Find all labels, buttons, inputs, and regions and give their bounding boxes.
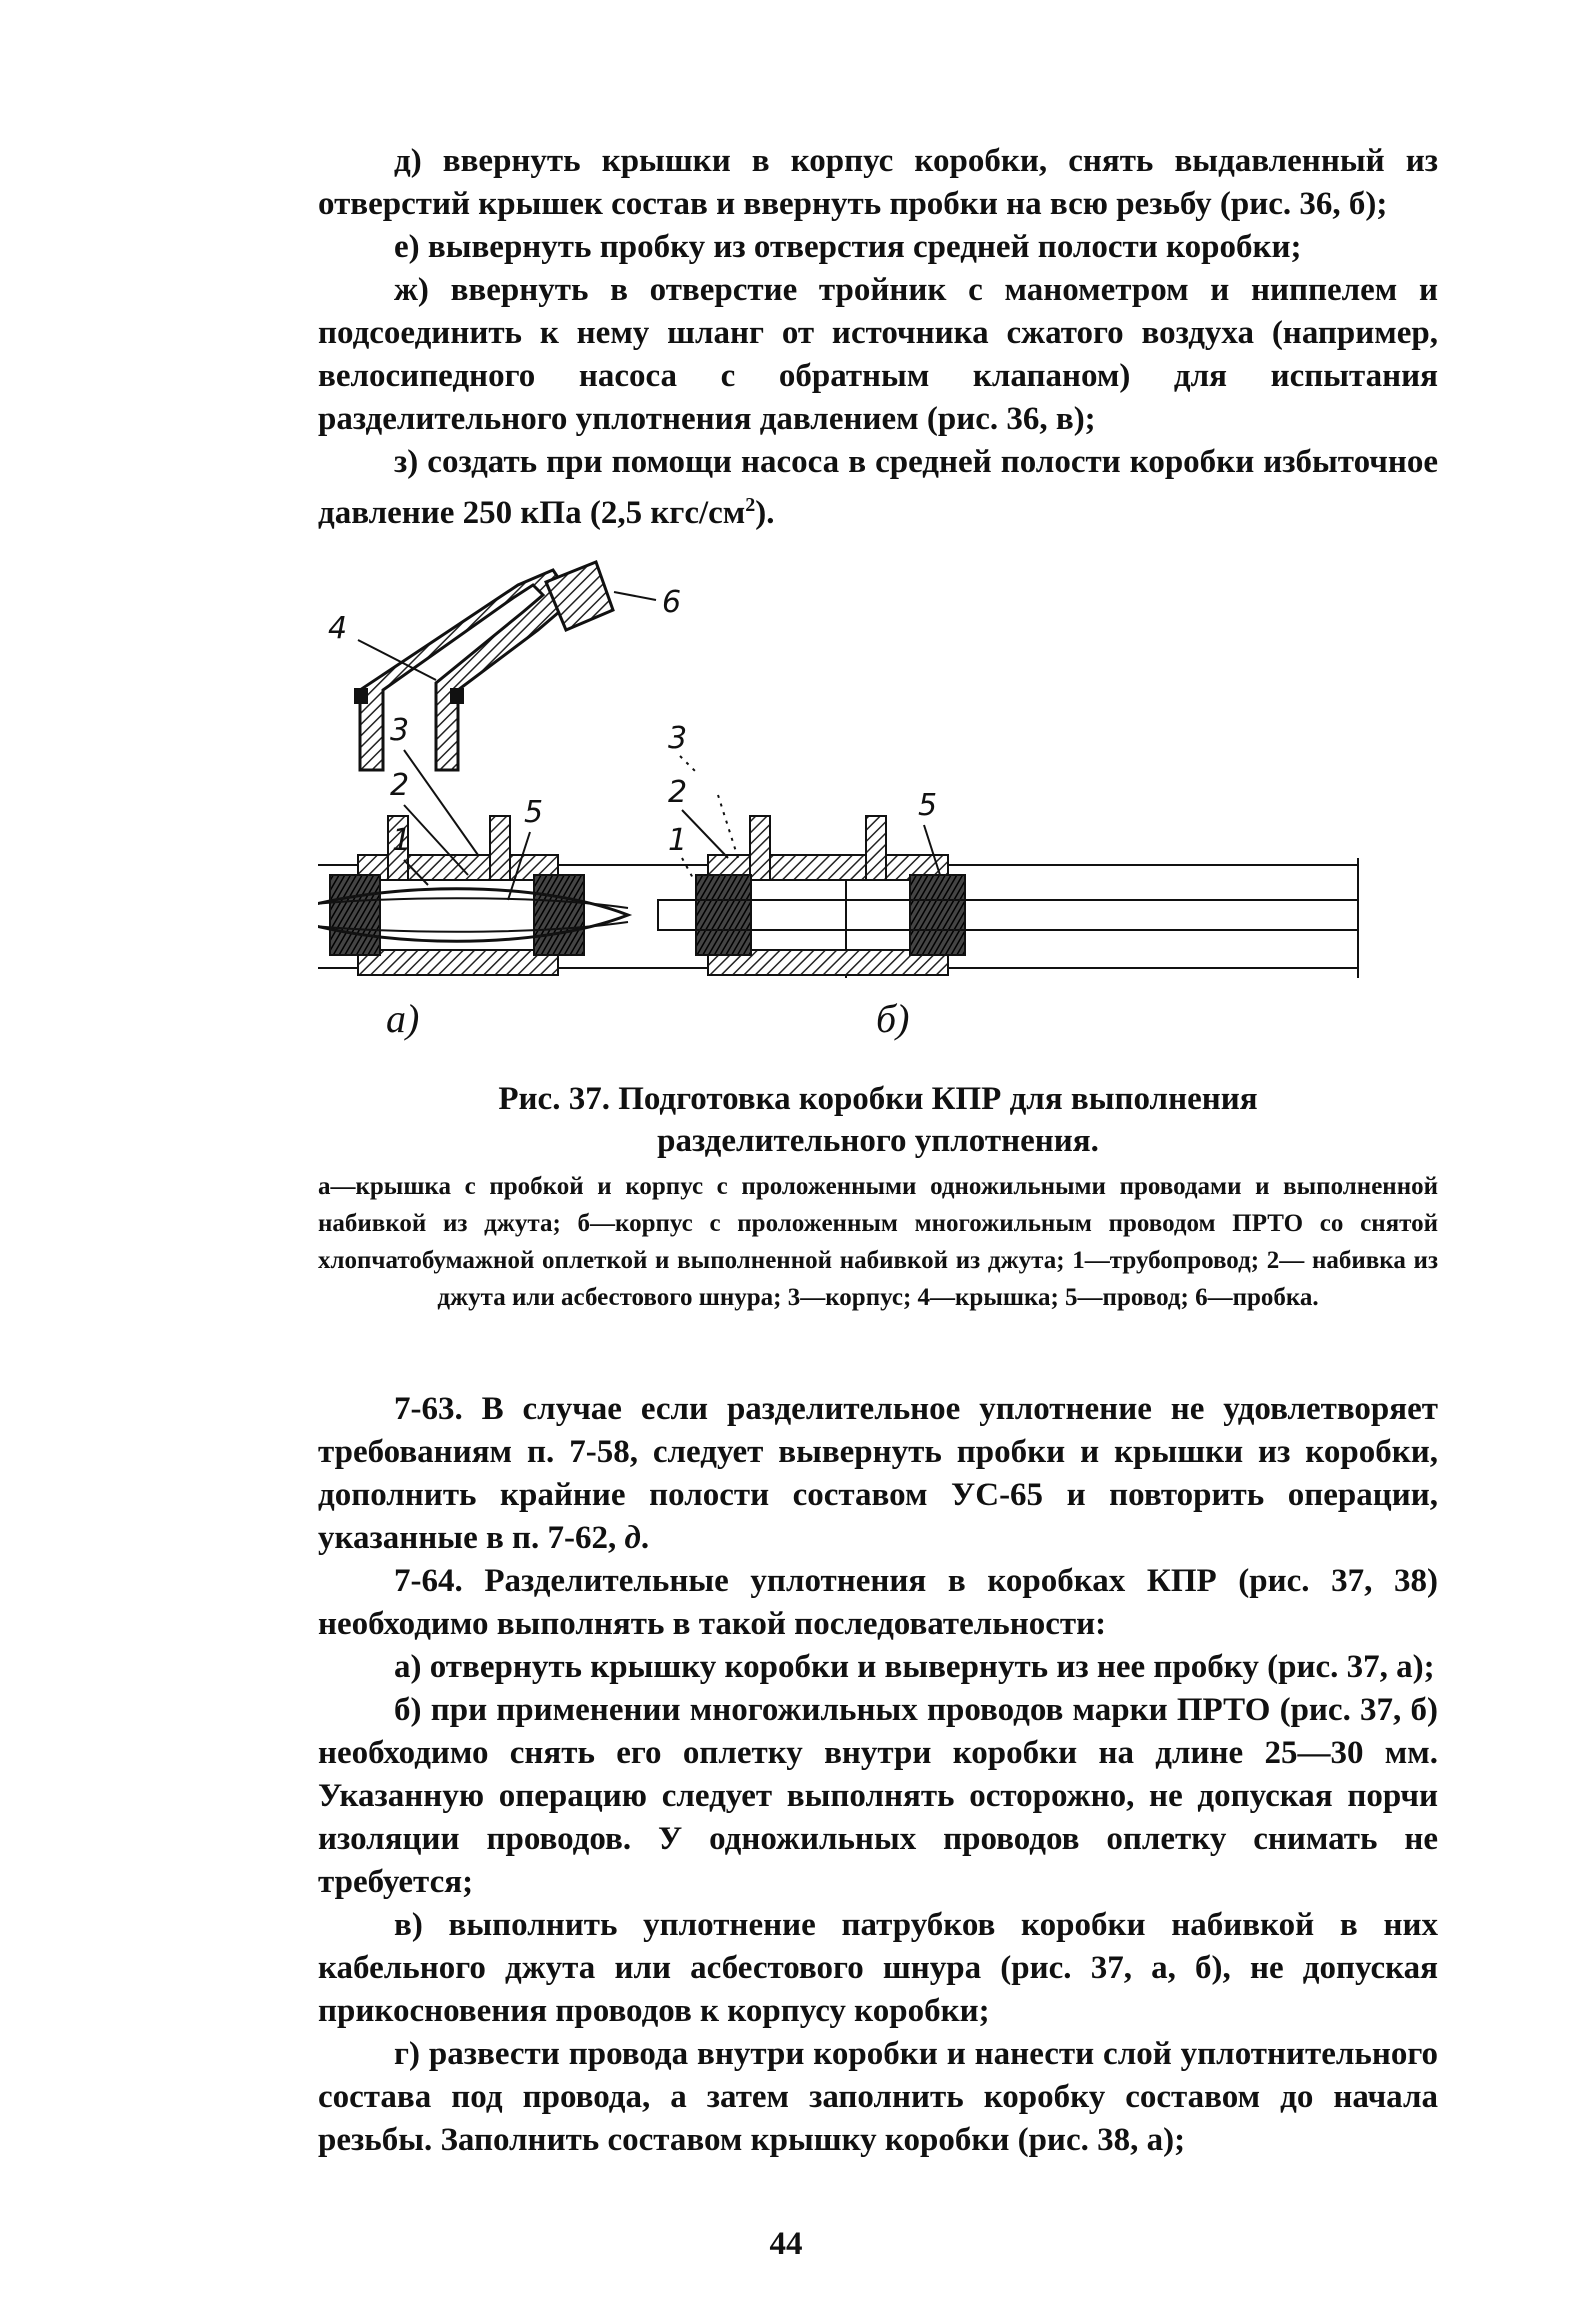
cap-drawing bbox=[354, 570, 573, 770]
paragraph-zh: ж) ввернуть в отверстие тройник с манометром и ниппелем и подсоединить к нему шланг от источника сжатого воздуха (например, велосипедного насоса с обратным клапаном) для испытания разделительного уплотнения давлением (рис. 36, в); bbox=[318, 272, 1438, 437]
section-7-63-end: . bbox=[640, 1520, 650, 1556]
section-7-63-number: 7-63. bbox=[394, 1391, 463, 1427]
label-b-5: 5 bbox=[918, 788, 938, 823]
label-a-1: 1 bbox=[392, 823, 412, 858]
section-7-64-text: Разделительные уплотнения в коробках КПР (рис. 37, 38) необходимо выполнять в такой последовательности: bbox=[318, 1563, 1438, 1642]
step-v: в) выполнить уплотнение патрубков коробки набивкой в них кабельного джута или асбестового шнура (рис. 37, а, б), не допуская прикосновения проводов к корпусу коробки; bbox=[318, 1907, 1438, 2029]
label-b-3: 3 bbox=[668, 721, 688, 756]
figure-caption-title bbox=[318, 1078, 1438, 1162]
page-number: 44 bbox=[769, 2226, 803, 2262]
section-7-64-number: 7-64. bbox=[394, 1563, 463, 1599]
legend-text: а—крышка с пробкой и корпус с проложенными одножильными проводами и выполненной набивкой из джута; б—корпус с проложенным многожильным проводом ПРТО со снятой хлопчатобумажной оплеткой и выполненной набивкой из джута; 1—трубопровод; 2— набивка из джута или асбестового шнура; 3—корпус; 4—крышка; 5—провод; 6—пробка. bbox=[318, 1173, 1438, 1311]
figure-37-drawing bbox=[318, 540, 1438, 1060]
paragraph-z bbox=[318, 441, 1438, 535]
label-a-3: 3 bbox=[390, 713, 410, 748]
caption-line-1: Рис. 37. Подготовка коробки КПР для выполнения bbox=[498, 1081, 1258, 1117]
paragraph-z-text: з) создать при помощи насоса в средней полости коробки избыточное давление 250 кПа (2,5 кгс/см bbox=[318, 444, 1438, 531]
step-a: а) отвернуть крышку коробки и вывернуть из нее пробку (рис. 37, а); bbox=[394, 1649, 1435, 1685]
top-text-block bbox=[318, 140, 1438, 535]
figure-legend bbox=[318, 1168, 1438, 1316]
section-7-64 bbox=[318, 1560, 1438, 1646]
label-b-1: 1 bbox=[668, 823, 688, 858]
subfigure-label-a: а) bbox=[386, 996, 420, 1041]
label-4: 4 bbox=[328, 611, 348, 646]
paragraph-d: д) ввернуть крышки в корпус коробки, снять выдавленный из отверстий крышек состав и ввернуть пробки на всю резьбу (рис. 36, б); bbox=[318, 143, 1438, 222]
section-7-63 bbox=[318, 1388, 1438, 1560]
box-b-drawing bbox=[638, 816, 1358, 978]
subfigure-label-b: б) bbox=[876, 996, 910, 1041]
step-g: г) развести провода внутри коробки и нанести слой уплотнительного состава под провода, а затем заполнить коробку составом до начала резьбы. Заполнить составом крышку коробки (рис. 38, а); bbox=[318, 2036, 1438, 2158]
step-b: б) при применении многожильных проводов марки ПРТО (рис. 37, б) необходимо снять его оплетку внутри коробки на длине 25—30 мм. Указанную операцию следует выполнять осторожно, не допуская порчи изоляции проводов. У одножильных проводов оплетку снимать не требуется; bbox=[318, 1692, 1438, 1900]
caption-line-2: разделительного уплотнения. bbox=[657, 1123, 1099, 1159]
plug-drawing bbox=[546, 562, 681, 630]
label-a-5: 5 bbox=[524, 795, 544, 830]
lower-text-block bbox=[318, 1388, 1438, 2162]
paragraph-e: е) вывернуть пробку из отверстия средней полости коробки; bbox=[394, 229, 1302, 265]
label-6: 6 bbox=[662, 585, 682, 620]
section-7-63-text: В случае если разделительное уплотнение не удовлетворяет требованиям п. 7-58, следует вывернуть пробки и крышки из коробки, дополнить крайние полости составом УС-65 и повторить операции, указанные в п. 7-62, bbox=[318, 1391, 1438, 1556]
paragraph-z-tail: ). bbox=[755, 495, 775, 531]
label-b-2: 2 bbox=[668, 775, 688, 810]
label-a-2: 2 bbox=[390, 768, 410, 803]
figure-37 bbox=[318, 540, 1438, 1060]
superscript: 2 bbox=[745, 494, 756, 516]
section-7-63-italic: д bbox=[624, 1520, 641, 1556]
